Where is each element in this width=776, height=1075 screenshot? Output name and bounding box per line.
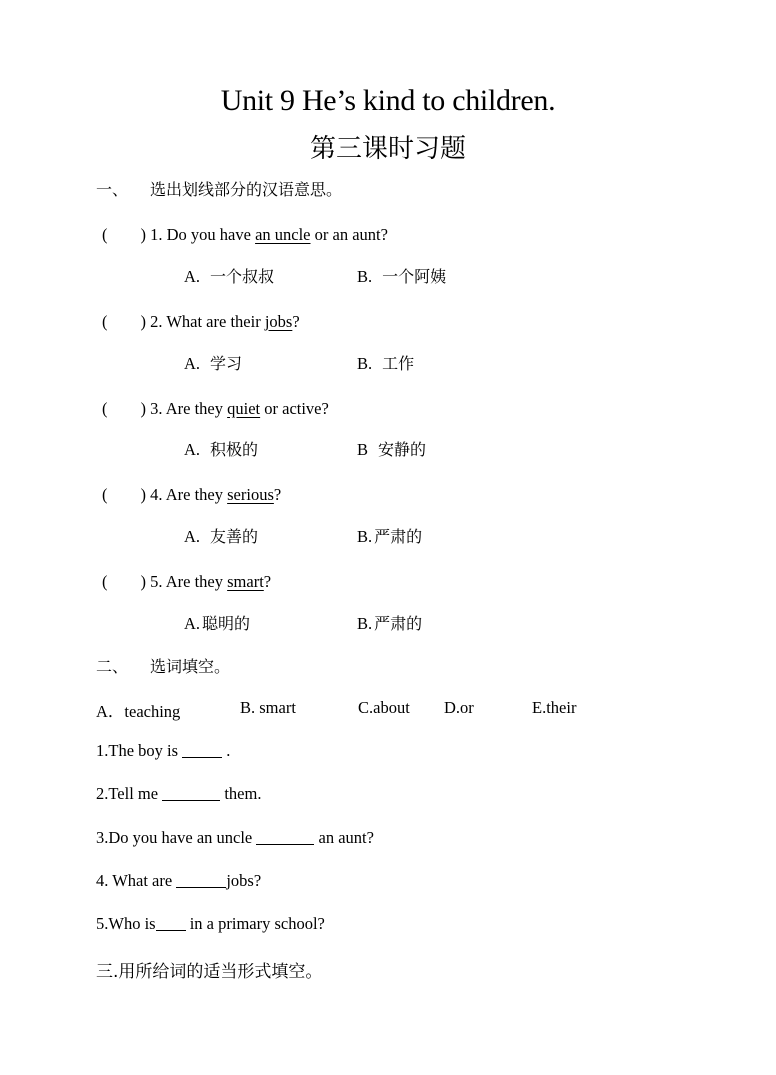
fill-item-5: 5.Who is in a primary school?	[96, 914, 325, 933]
answer-paren: ( )	[102, 572, 146, 591]
answer-blank[interactable]	[156, 929, 186, 931]
question-text-end: ?	[263, 572, 272, 591]
option-a: A. 一个叔叔	[184, 267, 275, 286]
underlined-phrase: jobs	[264, 312, 293, 331]
question-number: 5.	[150, 572, 163, 591]
question-text-end: ?	[292, 312, 300, 331]
option-b: B 安静的	[357, 440, 427, 459]
question-number: 2.	[150, 312, 163, 331]
option-b: B. 工作	[357, 354, 415, 373]
question-2	[102, 308, 300, 332]
word-option: D.or	[444, 698, 474, 717]
question-number: 1.	[150, 225, 163, 244]
section1-heading	[96, 177, 342, 200]
option-b: B. 严肃的	[357, 614, 423, 633]
question-text-end: or active?	[264, 399, 329, 418]
fill-item-2: 2.Tell me them.	[96, 784, 262, 803]
fill-item-4: 4. What are jobs?	[96, 871, 262, 890]
answer-paren: ( )	[102, 225, 146, 244]
question-number: 4.	[150, 485, 163, 504]
option-a: A. 聪明的	[184, 614, 251, 633]
question-3	[102, 395, 329, 419]
word-option: E.their	[532, 698, 577, 717]
section2-heading	[96, 654, 230, 677]
option-b: B. 严肃的	[357, 527, 423, 546]
option-a: A. 学习	[184, 354, 243, 373]
section1-title: 选出划线部分的汉语意思。	[150, 180, 343, 199]
underlined-phrase: serious	[227, 485, 274, 504]
question-text: Are they	[165, 485, 223, 504]
answer-blank[interactable]	[176, 886, 226, 888]
question-text: Are they	[165, 572, 223, 591]
word-option: A．teaching	[96, 702, 181, 721]
answer-paren: ( )	[102, 485, 146, 504]
underlined-phrase: an uncle	[255, 225, 311, 244]
document-subtitle: 第三课时习题	[309, 134, 466, 164]
answer-blank[interactable]	[182, 756, 222, 758]
question-text: Are they	[165, 399, 223, 418]
section1-number: 一、	[96, 180, 129, 199]
section3-heading: 三.用所给词的适当形式填空。	[96, 962, 323, 982]
question-text-end: or an aunt?	[314, 225, 388, 244]
answer-blank[interactable]	[162, 799, 220, 801]
question-text: Do you have	[166, 225, 251, 244]
answer-paren: ( )	[102, 312, 146, 331]
option-a: A. 积极的	[184, 440, 259, 459]
question-text: What are their	[166, 312, 261, 331]
fill-item-3: 3.Do you have an uncle an aunt?	[96, 828, 374, 847]
option-a: A. 友善的	[184, 527, 259, 546]
question-number: 3.	[150, 399, 163, 418]
question-text-end: ?	[273, 485, 282, 504]
question-4	[102, 481, 281, 505]
fill-item-1: 1.The boy is .	[96, 741, 231, 760]
word-option: C.about	[358, 698, 410, 717]
underlined-phrase: quiet	[227, 399, 261, 418]
answer-paren: ( )	[102, 399, 146, 418]
option-b: B. 一个阿姨	[357, 267, 447, 286]
question-1	[102, 221, 388, 245]
underlined-phrase: smart	[227, 572, 264, 591]
document-title: Unit 9 He’s kind to children.	[220, 84, 556, 117]
word-option: B. smart	[240, 698, 296, 717]
question-5	[102, 568, 271, 592]
answer-blank[interactable]	[256, 843, 314, 845]
section2-title: 选词填空。	[150, 657, 231, 676]
section2-number: 二、	[96, 657, 129, 676]
